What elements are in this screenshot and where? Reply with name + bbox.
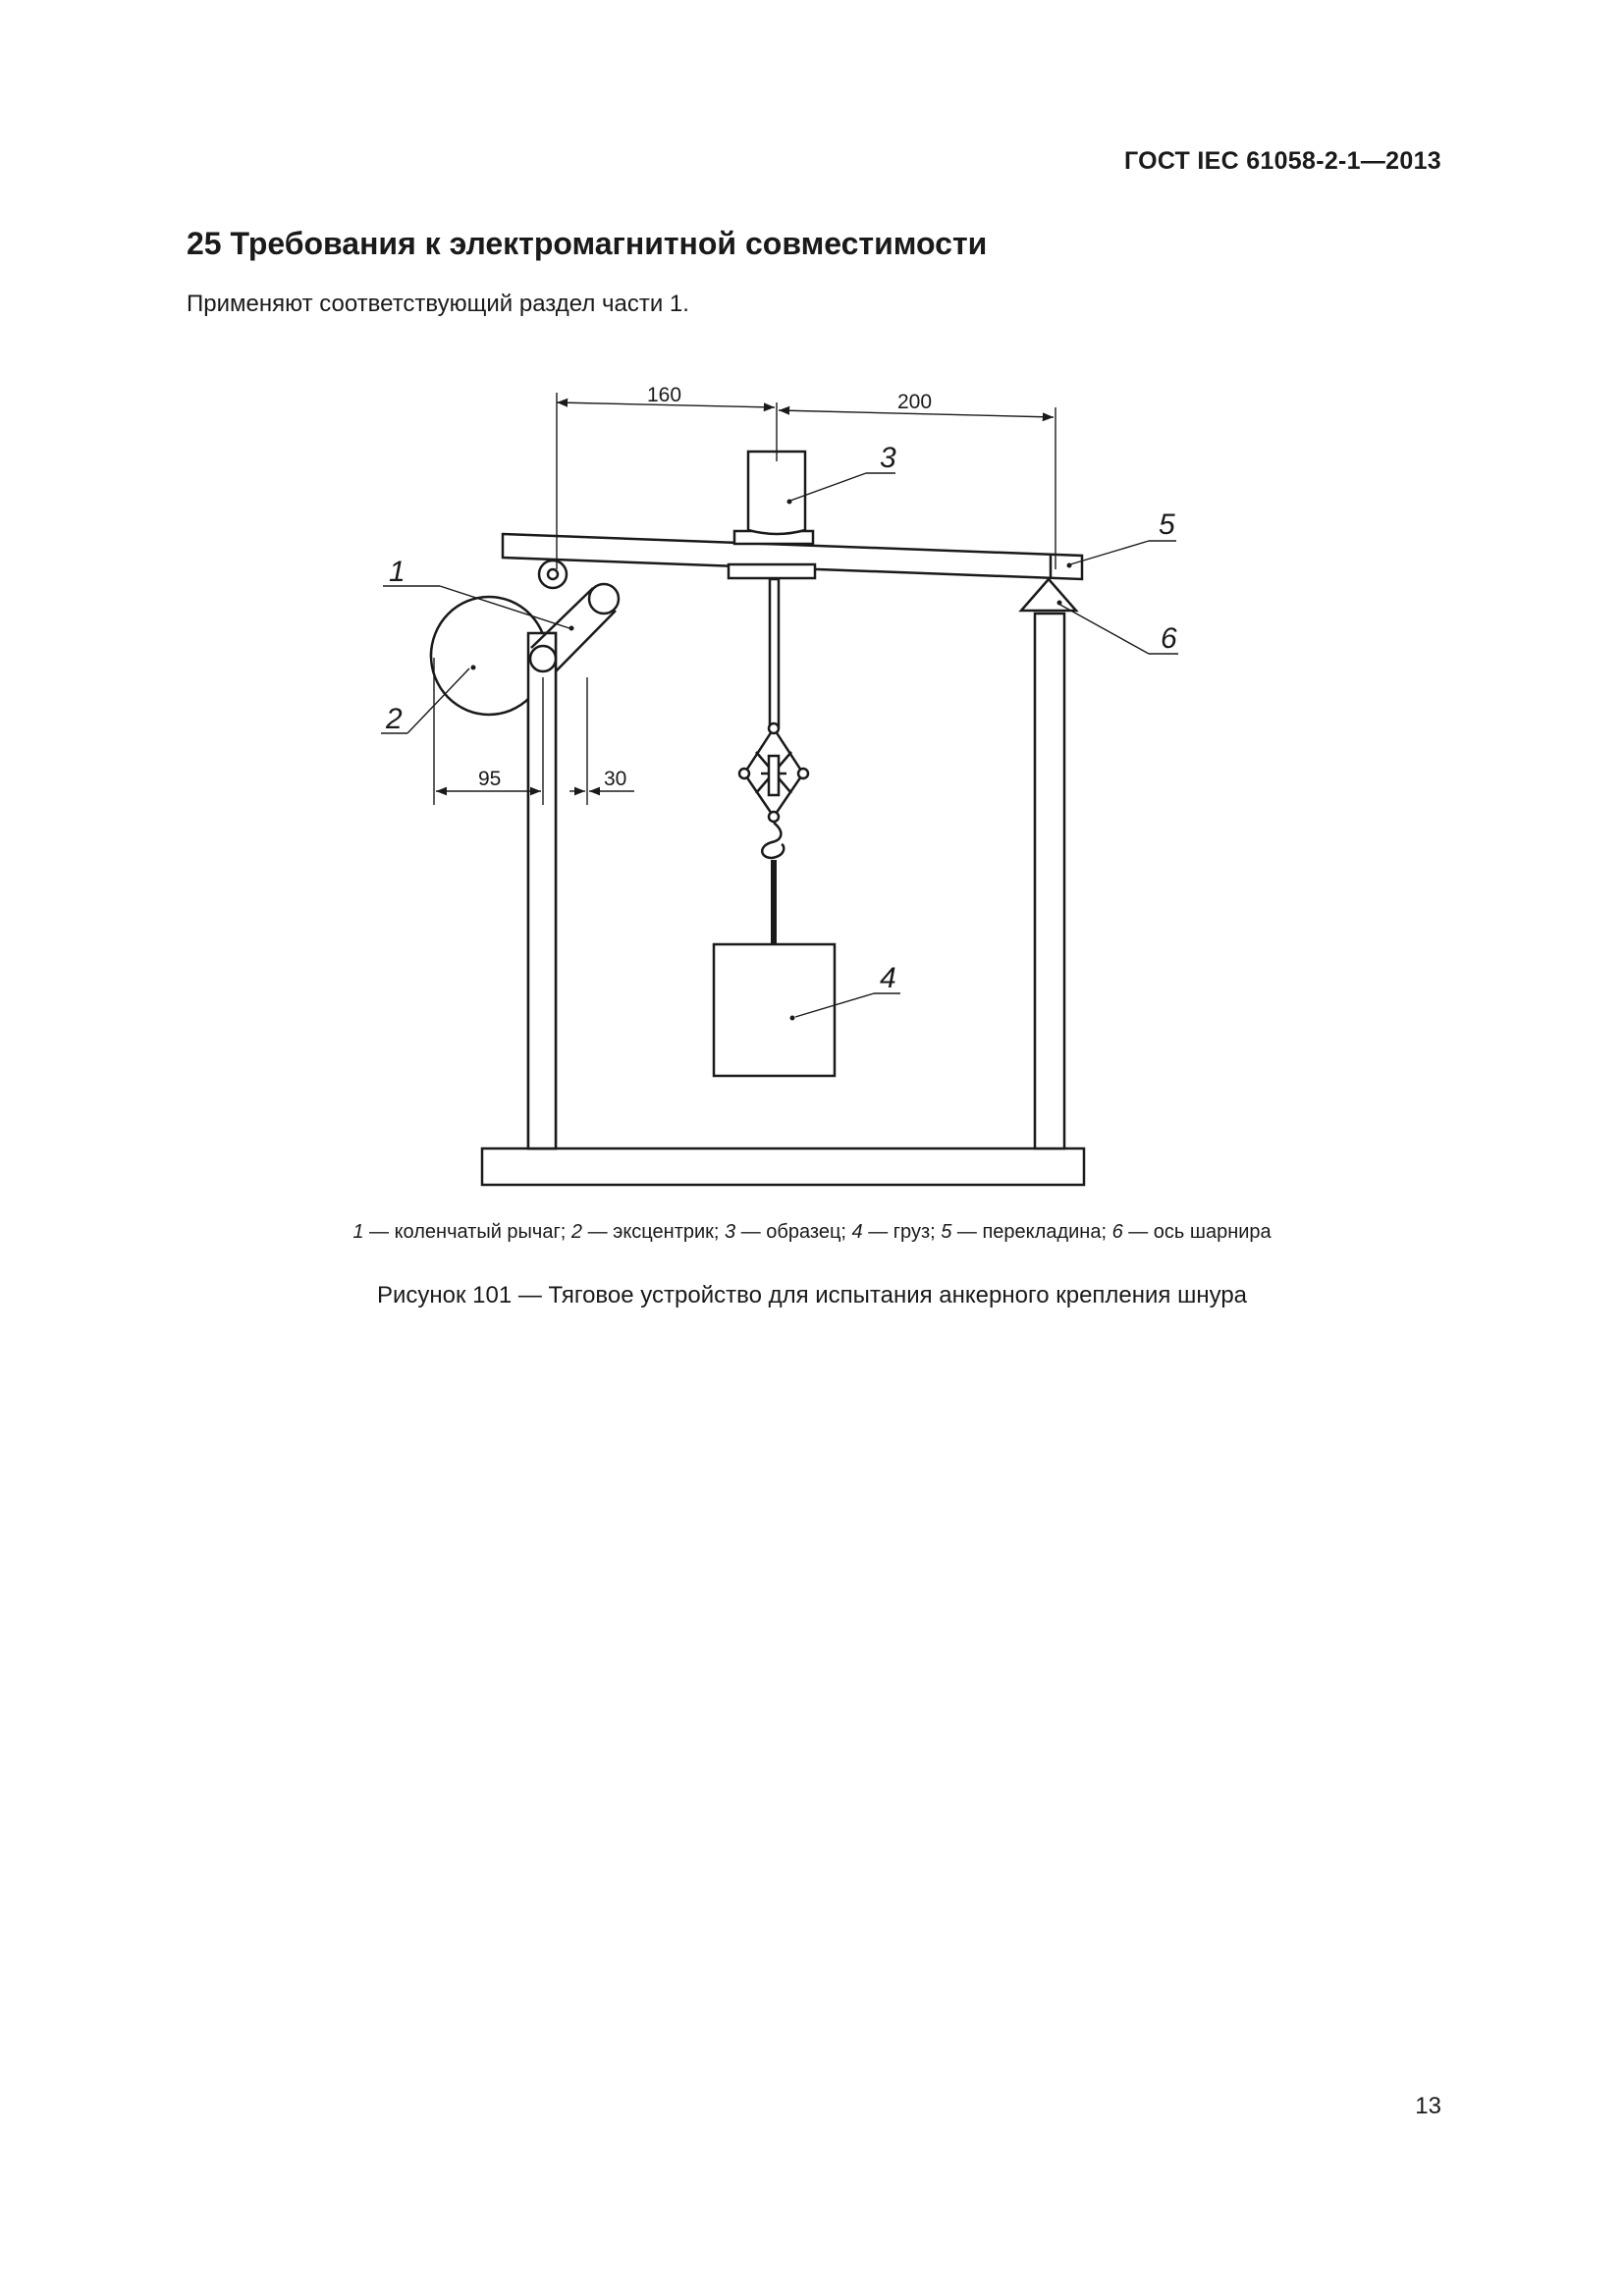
legend-item: 2 — эксцентрик; bbox=[570, 1221, 726, 1243]
callout-6: 6 bbox=[1161, 622, 1177, 655]
section-text: Применяют соответствующий раздел части 1. bbox=[187, 291, 689, 317]
dimension-30: 30 bbox=[604, 768, 627, 790]
rod bbox=[770, 579, 779, 726]
crank-lever bbox=[530, 584, 619, 671]
callout-1: 1 bbox=[389, 556, 406, 588]
legend-item: 3 — образец; bbox=[725, 1221, 852, 1243]
legend-item: 4 — груз; bbox=[851, 1221, 942, 1243]
page-number: 13 bbox=[1415, 2093, 1441, 2119]
section-title: 25 Требования к электромагнитной совместимости bbox=[187, 226, 988, 261]
pivot-triangle bbox=[1021, 579, 1076, 611]
legend-item: 1 — коленчатый рычаг; bbox=[352, 1221, 571, 1243]
right-post bbox=[1035, 614, 1064, 1148]
legend-item: 5 — перекладина; bbox=[941, 1221, 1112, 1243]
callout-5: 5 bbox=[1159, 508, 1175, 541]
figure-legend bbox=[0, 1221, 1624, 1244]
legend-item: 6 — ось шарнира bbox=[1111, 1221, 1272, 1243]
dimension-95: 95 bbox=[478, 768, 502, 790]
callout-4: 4 bbox=[880, 962, 896, 994]
dimension-160: 160 bbox=[647, 384, 682, 406]
callout-2: 2 bbox=[386, 703, 403, 735]
callout-3: 3 bbox=[880, 442, 896, 474]
swivel-link bbox=[739, 723, 808, 822]
base-plate bbox=[482, 1148, 1084, 1185]
standard-code: ГОСТ IEC 61058-2-1—2013 bbox=[1123, 147, 1441, 175]
figure-caption: Рисунок 101 — Тяговое устройство для испытания анкерного крепления шнура bbox=[376, 1282, 1248, 1308]
dimension-200: 200 bbox=[897, 391, 933, 413]
specimen bbox=[748, 452, 805, 534]
hook bbox=[762, 823, 784, 858]
